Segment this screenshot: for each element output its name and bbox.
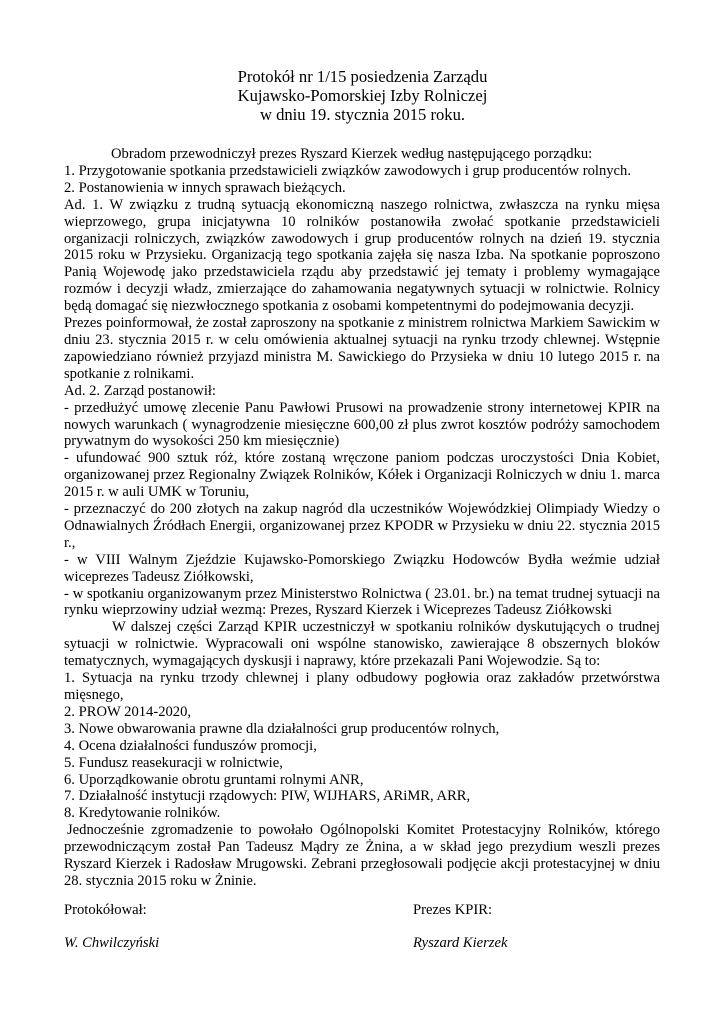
decision-item-2: - ufundować 900 sztuk róż, które zostaną wręczone paniom podczas uroczystości Dnia Kobiet, organizowanej przez Regionalny Związek Rolników, Kółek i Organizacji Rolniczych w dniu 1. marca 2015 r. w auli UMK w Toruniu, (64, 450, 660, 501)
intro-paragraph: Obradom przewodniczył prezes Ryszard Kierzek według następującego porządku: (111, 146, 593, 162)
title-line-3: w dniu 19. stycznia 2015 roku. (259, 104, 466, 124)
title-line-2: Kujawsko-Pomorskiej Izby Rolniczej (237, 85, 488, 105)
list-item: 6. Uporządkowanie obrotu gruntami rolnymi ANR, (64, 771, 364, 788)
list-item: 8. Kredytowanie rolników. (64, 805, 221, 822)
signature-names-row (64, 935, 660, 952)
document-title (0, 68, 725, 124)
decision-item-3: - przeznaczyć do 200 złotych na zakup nagród dla uczestników Wojewódzkiej Olimpiady Wiedzy o Odnawialnych Źródłach Energii, organizowanej przez KPODR w Przysieku w dniu 22. stycznia 2015 r., (64, 501, 660, 551)
document-body (64, 146, 660, 890)
list-item: 2. PROW 2014-2020, (64, 703, 192, 720)
recorder-label: Protokółował: (64, 902, 147, 918)
list-item: 7. Działalność instytucji rządowych: PIW, WIJHARS, ARiMR, ARR, (64, 788, 471, 805)
prezes-info-paragraph: Prezes poinformował, że został zaproszony na spotkanie z ministrem rolnictwa Markiem Sawickim w dniu 23. stycznia 2015 r. w celu omówienia aktualnej sytuacji na rynku trzody chlewnej. Wstępnie zapowiedziano również przyjazd ministra M. Sawickiego do Przysieka w dniu 10 lutego 2015 r. na spotkanie z rolnikami. (64, 315, 660, 382)
agenda-item-1: 1. Przygotowanie spotkania przedstawicieli związków zawodowych i grup producentów rolnych. (64, 162, 631, 179)
further-paragraph: W dalszej części Zarząd KPIR uczestniczył w spotkaniu rolników dyskutujących o trudnej sytuacji w rolnictwie. Wypracowali oni wspólne stanowisko, zawierające 8 obszernych bloków tematycznych, wymagających dyskusji i naprawy, które przekazali Pani Wojewodzie. Są to: (64, 619, 660, 670)
president-name: Ryszard Kierzek (413, 935, 508, 951)
signature-labels-row (64, 902, 660, 919)
president-label: Prezes KPIR: (413, 902, 493, 918)
closing-paragraph: Jednocześnie zgromadzenie to powołało Ogólnopolski Komitet Protestacyjny Rolników, którego przewodniczącym został Pan Tadeusz Mądry ze Żnina, a w skład jego prezydium weszli prezes Ryszard Kierzek i Radosław Mrugowski. Zebrani przegłosowali podjęcie akcji protestacyjnej w dniu 28. stycznia 2015 roku w Żninie. (64, 822, 660, 889)
ad2-heading: Ad. 2. Zarząd postanowił: (64, 382, 216, 399)
list-item: 1. Sytuacja na rynku trzody chlewnej i plany odbudowy pogłowia oraz zakładów przetwórstwa mięsnego, (64, 670, 660, 703)
decision-item-5: - w spotkaniu organizowanym przez Ministerstwo Rolnictwa ( 23.01. br.) na temat trudnej sytuacji na rynku wieprzowiny udział wezmą: Prezes, Ryszard Kierzek i Wiceprezes Tadeusz Ziółkowski (64, 585, 660, 619)
list-item: 3. Nowe obwarowania prawne dla działalności grup producentów rolnych, (64, 720, 500, 737)
title-line-1: Protokół nr 1/15 posiedzenia Zarządu (237, 67, 488, 86)
ad1-paragraph: Ad. 1. W związku z trudną sytuacją ekonomiczną naszego rolnictwa, zwłaszcza na rynku mięsa wieprzowego, grupa inicjatywna 10 rolników postanowiła zwołać spotkanie przedstawicieli organizacji rolniczych, związków zawodowych i grup producentów rolnych na dzień 19. stycznia 2015 roku w Przysieku. Organizacją tego spotkania zajęła się nasza Izba. Na spotkanie poproszono Panią Wojewodę jako przedstawiciela rządu aby przedstawić jej tematy i problemy wymagające rozmów i decyzji władz, zmierzające do zahamowania negatywnych sytuacji w rolnictwie. Rolnicy będą domagać się niezwłocznego spotkania z osobami kompetentnymi do podejmowania decyzji. (64, 196, 660, 315)
recorder-name: W. Chwilczyński (64, 935, 160, 951)
decision-item-4: - w VIII Walnym Zjeździe Kujawsko-Pomorskiego Związku Hodowców Bydła weźmie udział wiceprezes Tadeusz Ziółkowski, (64, 551, 660, 585)
list-item: 4. Ocena działalności funduszów promocji, (64, 737, 317, 754)
agenda-item-2: 2. Postanowienia w innych sprawach bieżących. (64, 179, 346, 196)
list-item: 5. Fundusz reasekuracji w rolnictwie, (64, 754, 283, 771)
decision-item-1: - przedłużyć umowę zlecenie Panu Pawłowi Prusowi na prowadzenie strony internetowej KPIR na nowych warunkach ( wynagrodzenie miesięczne 600,00 zł plus zwrot kosztów podróży samochodem prywatnym do wysokości 250 km miesięcznie) (64, 399, 660, 450)
